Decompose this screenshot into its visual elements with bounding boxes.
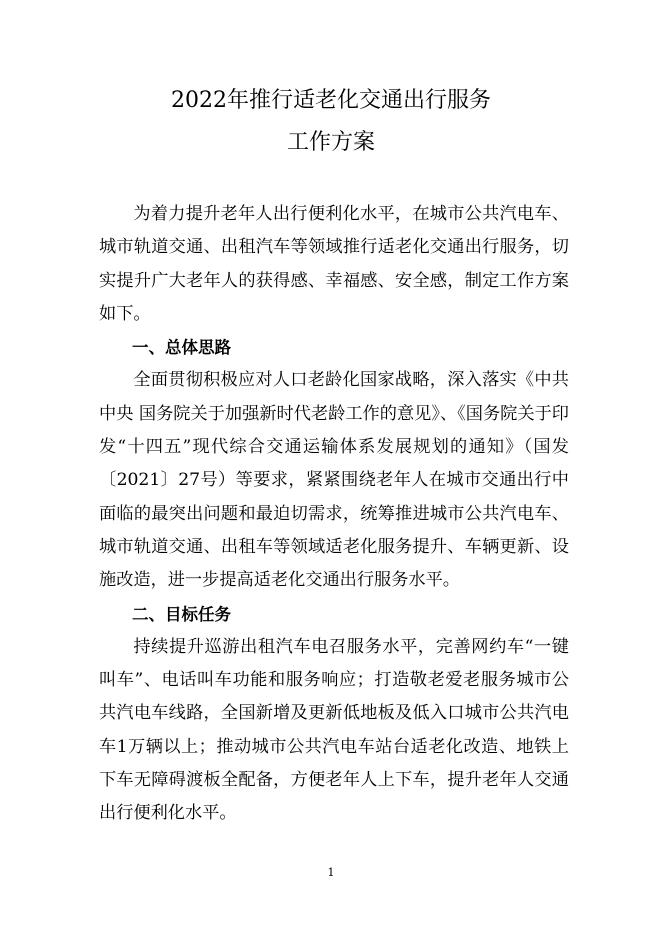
intro-paragraph: 为着力提升老年人出行便利化水平，在城市公共汽电车、城市轨道交通、出租汽车等领域推行适老化交通出行服务，切实提升广大老年人的获得感、幸福感、安全感，制定工作方案如下。 xyxy=(99,204,569,324)
section-heading-overall-approach: 一、总体思路 xyxy=(132,338,231,358)
section-text-goals-tasks: 持续提升巡游出租汽车电召服务水平，完善网约车“一键叫车”、电话叫车功能和服务响应；打造敬老爱老服务城市公共汽电车线路，全国新增及更新低地板及低入口城市公共汽电车1万辆以上；推动城市公共汽电车站台适老化改造、地铁上下车无障碍渡板全配备，方便老年人上下车，提升老年人交通出行便利化水平。 xyxy=(99,636,569,824)
section-text-overall-approach: 全面贯彻积极应对人口老龄化国家战略，深入落实《中共中央 国务院关于加强新时代老龄工作的意见》、《国务院关于印发“十四五”现代综合交通运输体系发展规划的通知》（国发〔2021〕27号）等要求，紧紧围绕老年人在城市交通出行中面临的最突出问题和最迫切需求，统筹推进城市公共汽电车、城市轨道交通、出租车等领域适老化服务提升、车辆更新、设施改造，进一步提高适老化交通出行服务水平。 xyxy=(99,370,569,591)
section-heading-goals-tasks: 二、目标任务 xyxy=(132,604,231,624)
document-title-line-1: 2022年推行适老化交通出行服务 xyxy=(171,88,491,113)
document-title-line-2: 工作方案 xyxy=(286,130,375,155)
document-body xyxy=(99,198,569,831)
page-number: 1 xyxy=(327,866,335,879)
